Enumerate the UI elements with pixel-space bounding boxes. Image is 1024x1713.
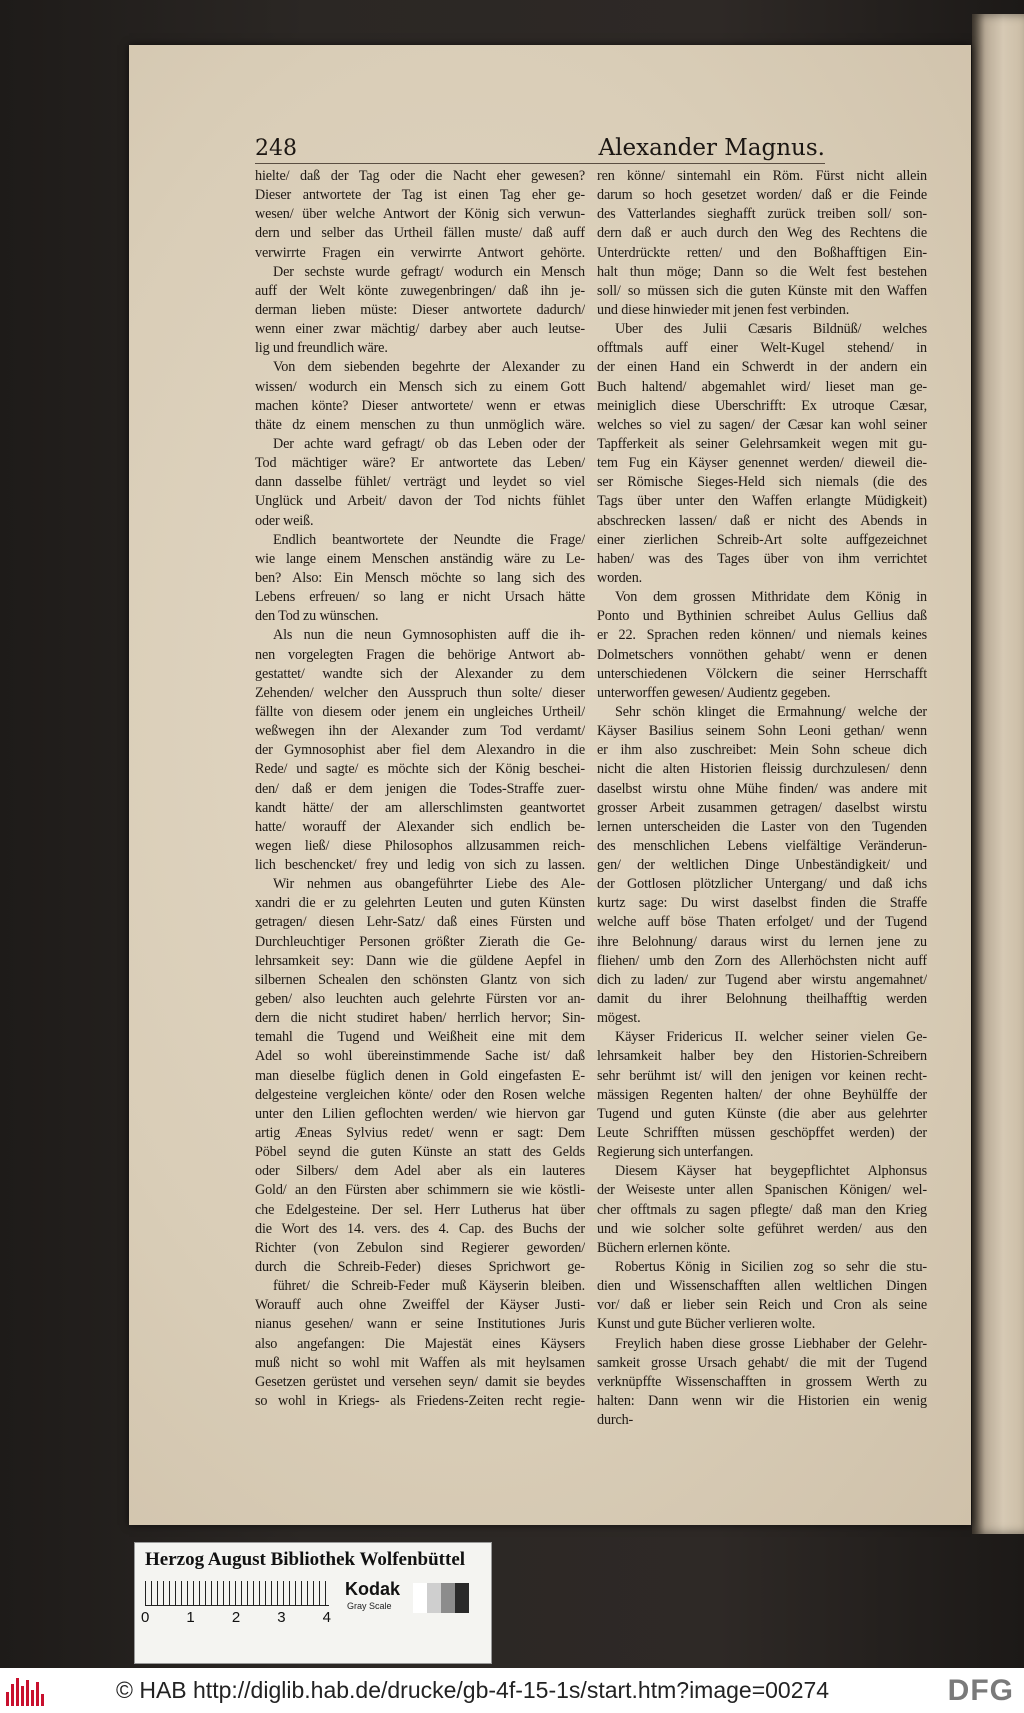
text-line: lich beschencket/ frey und ledig von sich zu lassen.: [255, 857, 585, 874]
text-line: durch die Schreib-Feder) dieses Sprichwort ge-: [255, 1259, 585, 1276]
text-line: wegen ließ/ diese Philosophos allzusammen reich-: [255, 837, 585, 854]
source-url-link[interactable]: © HAB http://diglib.hab.de/drucke/gb-4f-15-1s/start.htm?image=00274: [116, 1677, 830, 1703]
text-line: Als nun die neun Gymnosophisten auff die ih-: [273, 627, 585, 644]
text-line: vor/ daß er lieber sein Reich und Cron als seine: [597, 1297, 927, 1314]
text-line: lehrsamkeit halber bey den Historien-Schreibern: [597, 1048, 927, 1065]
viewer-footer: [0, 1668, 1024, 1713]
color-target-card: [134, 1542, 492, 1664]
text-line: wie lange einem Menschen anständig wäre zu Le-: [255, 550, 585, 567]
text-line: der Weiseste unter allen Spanischen Königen/ wel-: [597, 1182, 927, 1199]
text-line: artig Æneas Sylvius redet/ wenn er sagt: Dem: [255, 1125, 585, 1142]
text-line: halten: Dann wenn wir die Historien ein wenig: [597, 1393, 927, 1409]
text-line: abschrecken lassen/ daß er nicht des Abends in: [597, 512, 927, 529]
text-line: Zehenden/ welcher den Ausspruch thun solte/ dieser: [255, 684, 585, 701]
text-line: der Gottlosen plötzlicher Untergang/ und daß ichs: [597, 876, 927, 893]
text-line: Leute Schrifften müssen geschöpffet werden) der: [597, 1125, 927, 1142]
text-line: Tapfferkeit als seiner Gelehrsamkeit wegen mit gu-: [597, 435, 927, 452]
text-line: Buch haltend/ abgemahlet wird/ lieset man ge-: [597, 378, 927, 395]
book-page: [129, 45, 971, 1525]
text-line: Der sechste wurde gefragt/ wodurch ein Mensch: [273, 263, 585, 280]
text-line: ihre Belohnung/ daraus wirst du lernen jene zu: [597, 933, 927, 950]
text-line: Unterdrückte retten/ und den Boßhafftigen Ein-: [597, 244, 927, 261]
left-text-column: [255, 167, 585, 1411]
text-line: machen könte? Dieser antwortete/ wenn er etwas: [255, 397, 585, 414]
text-line: also angefangen: Die Majestät eines Käysers: [255, 1335, 585, 1352]
text-line: die Wort des 14. vers. des 4. Cap. des Buchs der: [255, 1220, 585, 1237]
text-line: meiniglich diese Uberschrifft: Ex utroque Cæsar,: [597, 397, 927, 414]
text-line: Uber des Julii Cæsaris Bildnüß/ welches: [615, 321, 927, 338]
text-line: er ihm also zuschreibet: Mein Sohn scheue dich: [597, 742, 927, 759]
text-line: Pöbel seynd die guten Künste an statt des Gelds: [255, 1144, 585, 1161]
text-line: Durchleuchtiger Personen größter Zierath die Ge-: [255, 933, 585, 950]
text-line: geben/ also leuchten auch gelehrte Fürsten vor an-: [255, 991, 585, 1008]
text-line: verwirrte Fragen ein verwirrte Antwort gehörte.: [255, 244, 585, 261]
kodak-logo: Kodak: [345, 1579, 401, 1599]
text-line: dern und selber das Urtheil fällen muste/ daß auff: [255, 225, 585, 242]
next-page-edge: [972, 14, 1024, 1534]
text-line: Regierung sich unterfangen.: [597, 1144, 754, 1161]
text-line: weßwegen ihn der Alexander zum Tod verdamt/: [255, 723, 585, 740]
text-line: sehr berühmt ist/ will den jenigen vor keinen recht-: [597, 1067, 927, 1084]
text-line: welche auff böse Thaten erfolget/ und der Tugend: [597, 914, 927, 931]
ruler-number: 1: [186, 1609, 195, 1626]
text-line: derman lieben müste: Dieser antwortete dadurch/: [255, 301, 585, 318]
text-line: Von dem grossen Mithridate dem König in: [615, 589, 927, 606]
hab-logo-icon: [6, 1676, 48, 1706]
ruler-number: 4: [322, 1609, 331, 1626]
text-line: Adel so wohl übereinstimmende Sache ist/ daß: [255, 1048, 585, 1065]
text-line: offtmals auff einer Welt-Kugel stehend/ in: [597, 340, 927, 357]
text-line: Wir nehmen aus obangeführter Liebe des Ale-: [273, 876, 585, 893]
text-line: grosser Arbeit zusammen getragen/ daselbst wirstu: [597, 799, 927, 816]
text-line: lig und freundlich wäre.: [255, 340, 388, 357]
text-line: welches so viel zu sagen/ der Cæsar kan wohl seiner: [597, 416, 927, 433]
text-line: dich zu laden/ zur Tugend aber wirstu angemahnet/: [597, 971, 927, 988]
text-line: kandt hätte/ der am allerschlimsten geantwortet: [255, 799, 585, 816]
gray-scale-label: Gray Scale: [347, 1601, 392, 1611]
ruler-number: 0: [141, 1609, 150, 1626]
text-line: Freylich haben diese grosse Liebhaber der Gelehr-: [615, 1335, 927, 1352]
text-line: gen/ der weltlichen Dinge Unbeständigkeit/ und: [597, 857, 927, 874]
text-line: daselbst wirstu ohne Mühe finden/ was andere mit: [597, 780, 927, 797]
text-line: Gold/ an den Fürsten aber schimmern sie wie köstli-: [255, 1182, 585, 1199]
ruler-numbers: [141, 1609, 331, 1626]
text-line: ren könne/ sintemahl ein Röm. Fürst nicht allein: [597, 168, 927, 184]
library-name: Herzog August Bibliothek Wolfenbüttel: [145, 1549, 466, 1570]
text-line: Diesem Käyser hat beygepflichtet Alphonsus: [615, 1163, 927, 1180]
text-line: des Vatterlandes sieghafft zurück treiben soll/ son-: [597, 206, 927, 223]
text-line: Lebens erfreuen/ so lang er nicht Ursach hätte: [255, 589, 585, 606]
text-line: nen vorgelegten Fragen die behörige Antwort ab-: [255, 646, 585, 663]
scale-ruler: [145, 1581, 329, 1606]
text-line: Sehr schön klinget die Ermahnung/ welche der: [615, 703, 927, 720]
text-line: samkeit grosse Ursach gehabt/ die mit der Tugend: [597, 1354, 927, 1371]
text-line: che Edelgesteine. Der sel. Herr Lutherus hat über: [255, 1201, 585, 1218]
text-line: mässigen Regenten halten/ der ohne Beyhülffe der: [597, 1086, 927, 1103]
text-line: cher offtmals zu sagen pflegte/ daß man den Krieg: [597, 1201, 927, 1218]
text-line: Tugend und guten Künste (die aber aus gelehrter: [597, 1105, 927, 1122]
text-line: Büchern erlernen könte.: [597, 1239, 731, 1256]
text-line: nicht die alten Historien fleissig durchzulesen/ denn: [597, 761, 927, 778]
text-line: Tod mächtiger wäre? Er antwortete das Leben/: [255, 455, 585, 472]
text-line: dern die nicht studiret haben/ herrlich hervor; Sin-: [255, 1010, 585, 1027]
text-line: dern daß er auch durch den Weg des Rechtens die: [597, 225, 927, 242]
text-line: oder weiß.: [255, 512, 314, 529]
text-line: und diese hinwieder mit jenen fest verbinden.: [597, 301, 850, 318]
ruler-number: 3: [277, 1609, 286, 1626]
text-line: wenn einer zwar mächtig/ darbey aber auch leutse-: [255, 321, 585, 338]
text-line: damit du ihrer Belohnung theilhafftig werden: [597, 991, 927, 1008]
text-line: der Gymnosophist aber fiel dem Alexandro in die: [255, 742, 585, 759]
text-line: Ponto und Bythinien schreibet Aulus Gellius daß: [597, 608, 927, 625]
text-line: einer zierlichen Schreib-Art solte auffgezeichnet: [597, 531, 927, 548]
text-line: gestattet/ wandte sich der Alexander zu dem: [255, 665, 585, 682]
text-line: unterworffen gewesen/ Audientz gegeben.: [597, 684, 831, 701]
text-line: Gesetzen gerüstet und versehen seyn/ damit sie beydes: [255, 1373, 585, 1390]
text-line: hielte/ daß der Tag oder die Nacht eher gewesen?: [255, 168, 585, 184]
text-line: Endlich beantwortete der Neundte die Frage/: [273, 531, 585, 548]
text-line: Dieser antwortete der Tag ist einen Tag eher ge-: [255, 187, 585, 204]
text-line: des menschlichen Lebens vielfältige Veränderun-: [597, 837, 927, 854]
text-line: wissen/ wodurch ein Mensch sich zu einem Gott: [255, 378, 585, 395]
gray-scale-swatches: [413, 1583, 469, 1613]
text-line: Käyser Fridericus II. welcher seiner vielen Ge-: [615, 1029, 927, 1046]
text-line: xandri die er zu gelehrten Leuten und guten Künsten: [255, 895, 585, 912]
text-line: dann dasselbe fühlet/ verträgt und leydet so viel: [255, 474, 585, 491]
text-line: Kunst und gute Bücher verlieren wolte.: [597, 1316, 816, 1333]
text-line: verknüpffte Wissenschafften in grossem Werth zu: [597, 1373, 927, 1390]
text-line: ben? Also: Ein Mensch möchte so lang sich des: [255, 569, 585, 586]
text-line: hatte/ worauff der Alexander sich endlich be-: [255, 818, 585, 835]
text-line: Robertus König in Sicilien zog so sehr die stu-: [615, 1259, 927, 1276]
text-line: wesen/ über welche Antwort der König sich verwun-: [255, 206, 585, 223]
ruler-number: 2: [231, 1609, 241, 1626]
text-line: durch-: [597, 1412, 634, 1429]
text-line: dien und Wissenschafften allen weltlichen Dingen: [597, 1278, 927, 1295]
dfg-logo: DFG: [947, 1674, 1014, 1707]
text-line: auff der Welt könte zuwegenbringen/ daß ihn je-: [255, 282, 585, 299]
text-line: Rede/ und sagte/ es möchte sich der König beschei-: [255, 761, 585, 778]
text-line: Richter (von Zebulon sind Regierer geworden/: [255, 1239, 585, 1256]
text-line: getragen/ diesen Lehr-Satz/ daß eines Fürsten und: [255, 914, 585, 931]
text-line: halt thun möge; Dann so die Welt fest bestehen: [597, 263, 927, 280]
text-line: unterschiedenen Völckern die seiner Herrschafft: [597, 665, 927, 682]
text-line: soll/ so müssen sich die guten Künste mit den Waffen: [597, 282, 927, 299]
text-line: muß nicht so wohl mit Waffen als mit heylsamen: [255, 1354, 585, 1371]
text-line: den/ daß er dem jenigen die Todes-Straffe zuer-: [255, 780, 585, 797]
gray-swatch: [455, 1583, 469, 1613]
text-line: Der achte ward gefragt/ ob das Leben oder der: [273, 435, 585, 452]
text-line: delgesteine vergleichen könte/ oder den Rosen welche: [255, 1086, 585, 1103]
page-header: [255, 133, 825, 164]
text-line: der einen Hand ein Schwerdt in der andern ein: [597, 359, 927, 376]
text-line: er 22. Sprachen reden können/ und niemals keines: [597, 627, 927, 644]
text-line: Unglück und Arbeit/ davon der Tod nichts fühlet: [255, 493, 585, 510]
text-line: lernen unterscheiden die Laster von den Tugenden: [597, 818, 927, 835]
text-line: kurtz sage: Du wirst daselbst finden die Straffe: [597, 895, 927, 912]
text-line: Von dem siebenden begehrte der Alexander zu: [273, 359, 585, 376]
text-line: fliehen/ umb den Zorn des Allerhöchsten nicht auff: [597, 952, 927, 969]
text-line: man dieselbe füglich denen in Gold eingefasten E-: [255, 1067, 585, 1084]
right-text-column: [597, 167, 927, 1430]
text-line: darum so hoch gesetzet worden/ daß er die Feinde: [597, 187, 927, 204]
text-line: temahl die Tugend und Weißheit eine mit dem: [255, 1029, 585, 1046]
text-line: so wohl in Kriegs- als Friedens-Zeiten recht regie-: [255, 1393, 585, 1409]
text-line: haben/ was des Tages über von ihm verrichtet: [597, 550, 927, 567]
text-line: nianus gesehen/ wann er seine Institutiones Juris: [255, 1316, 585, 1333]
text-line: tem Fug ein Käyser genennet werden/ dieweil die-: [597, 455, 927, 472]
text-line: unter den Lilien geflochten werden/ wie hiervon gar: [255, 1105, 585, 1122]
text-line: thäte dz einem menschen zu thun unmöglich wäre.: [255, 416, 585, 433]
gray-swatch: [441, 1583, 455, 1613]
text-line: silbernen Schealen den schönsten Glantz von sich: [255, 971, 585, 988]
text-line: Worauff auch ohne Zweiffel der Käyser Justi-: [255, 1297, 585, 1314]
text-line: mögest.: [597, 1010, 641, 1027]
text-line: den Tod zu wünschen.: [255, 608, 379, 625]
text-line: Tags über unter den Waffen erlangte Müdigkeit): [597, 493, 927, 510]
gray-swatch: [427, 1583, 441, 1613]
text-line: führet/ die Schreib-Feder muß Käyserin bleiben.: [273, 1278, 585, 1295]
text-line: Käyser Basilius seinem Sohn Leoni gethan/ wenn: [597, 723, 927, 740]
text-line: und wie solcher solte geführet werden/ aus den: [597, 1220, 927, 1237]
gray-swatch: [413, 1583, 427, 1613]
text-line: oder Silbers/ dem Adel aber als ein lauteres: [255, 1163, 585, 1180]
text-line: fällte von diesem oder jenem ein ungleiches Urtheil/: [255, 703, 585, 720]
text-line: Dolmetschers vonnöthen gehabt/ wenn er denen: [597, 646, 927, 663]
page-number: 248: [255, 136, 297, 161]
text-line: worden.: [597, 569, 643, 586]
text-line: lehrsamkeit sey: Dann wie die güldene Aepfel in: [255, 952, 585, 969]
running-title: Alexander Magnus.: [598, 135, 825, 161]
text-line: ser Römische Sieges-Held sich niemals (die des: [597, 474, 927, 491]
